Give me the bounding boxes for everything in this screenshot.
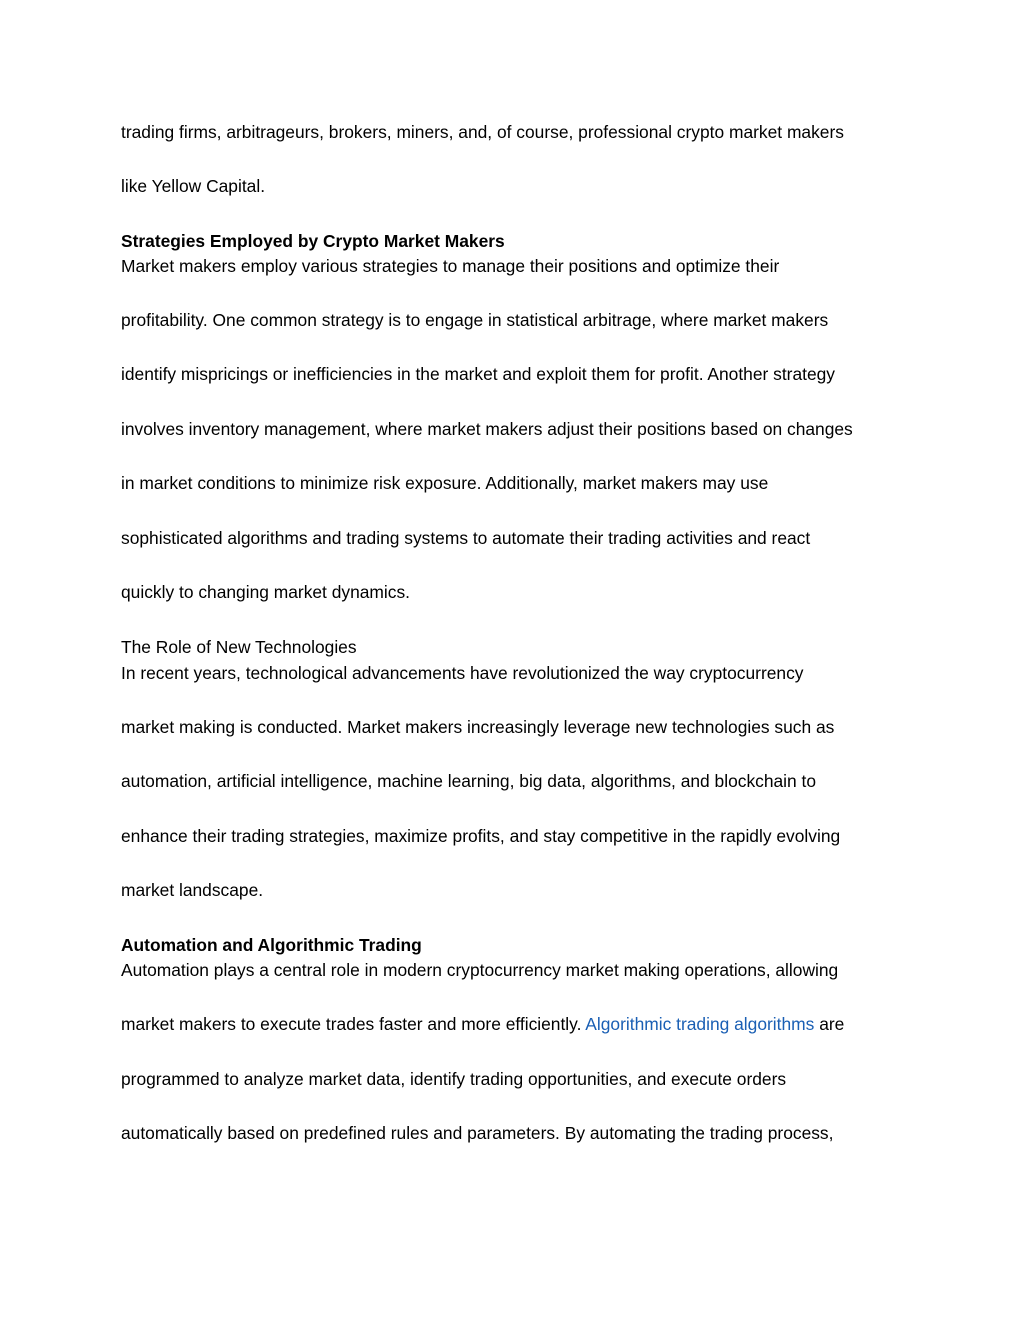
technologies-line: market landscape. <box>121 880 264 900</box>
strategies-line: profitability. One common strategy is to engage in statistical arbitrage, where market makers <box>121 310 829 330</box>
intro-line: like Yellow Capital. <box>121 176 266 196</box>
automation-line: programmed to analyze market data, identify trading opportunities, and execute orders <box>121 1069 787 1089</box>
technologies-line: automation, artificial intelligence, machine learning, big data, algorithms, and blockchain to <box>121 771 817 791</box>
algorithmic-trading-link[interactable]: Algorithmic trading algorithms <box>585 1014 815 1034</box>
strategies-line: sophisticated algorithms and trading systems to automate their trading activities and react <box>121 528 811 548</box>
automation-heading: Automation and Algorithmic Trading <box>121 935 422 955</box>
automation-line: Automation plays a central role in modern cryptocurrency market making operations, allowing <box>121 960 839 980</box>
strategies-line: Market makers employ various strategies to manage their positions and optimize their <box>121 256 780 276</box>
technologies-line: market making is conducted. Market makers increasingly leverage new technologies such as <box>121 717 835 737</box>
automation-line-text: market makers to execute trades faster and more efficiently. <box>121 1014 586 1034</box>
intro-line: trading firms, arbitrageurs, brokers, miners, and, of course, professional crypto market makers <box>121 122 844 142</box>
technologies-line: enhance their trading strategies, maximize profits, and stay competitive in the rapidly evolving <box>121 826 841 846</box>
strategies-line: in market conditions to minimize risk exposure. Additionally, market makers may use <box>121 473 769 493</box>
strategies-line: quickly to changing market dynamics. <box>121 582 411 602</box>
automation-line <box>121 1013 844 1035</box>
strategies-heading: Strategies Employed by Crypto Market Makers <box>121 231 505 251</box>
technologies-heading: The Role of New Technologies <box>121 637 357 657</box>
strategies-line: involves inventory management, where market makers adjust their positions based on changes <box>121 419 853 439</box>
strategies-line: identify mispricings or inefficiencies in the market and exploit them for profit. Another strategy <box>121 364 836 384</box>
automation-line: automatically based on predefined rules and parameters. By automating the trading process, <box>121 1123 834 1143</box>
technologies-line: In recent years, technological advancements have revolutionized the way cryptocurrency <box>121 663 804 683</box>
automation-line-text: are <box>814 1014 845 1034</box>
